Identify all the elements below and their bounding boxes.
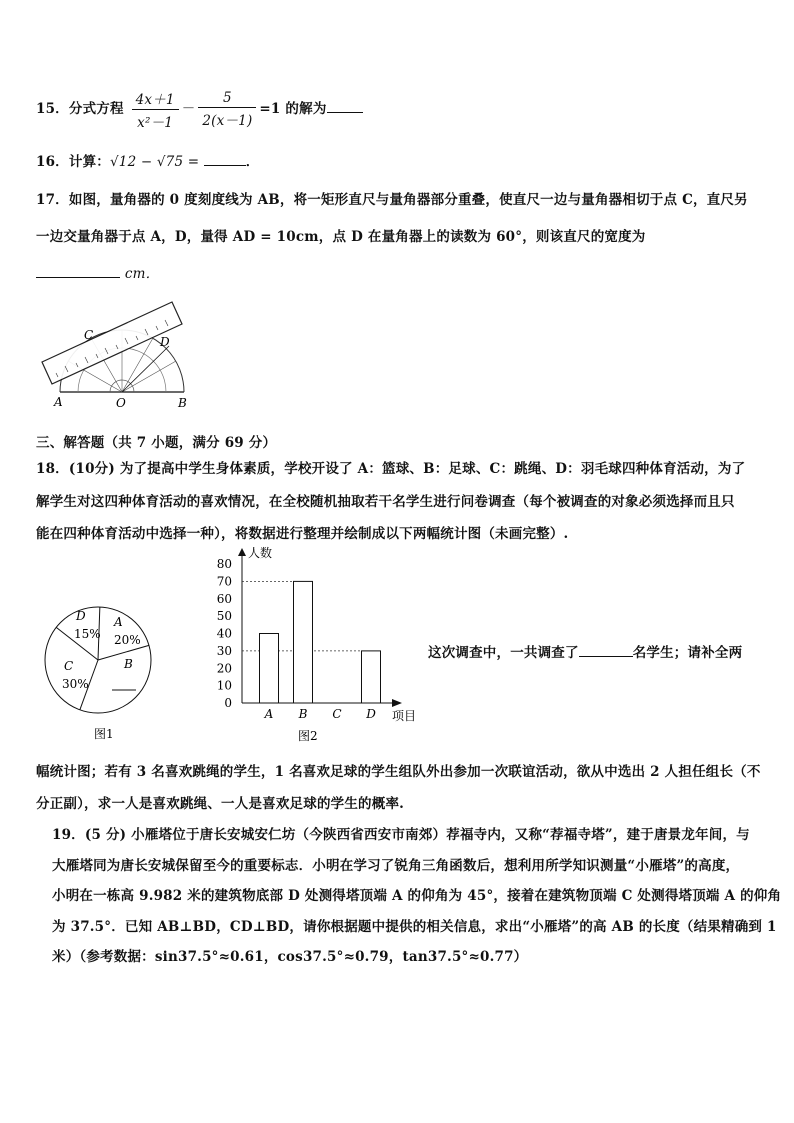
q15-frac1-numerator: 4x＋1 xyxy=(132,88,179,110)
q19-line-2: 大雁塔同为唐长安城保留至今的重要标志．小明在学习了锐角三角函数后，想利用所学知识测量“小雁塔”的高度， xyxy=(52,858,740,874)
q15-minus: － xyxy=(181,101,196,117)
label-d: D xyxy=(160,335,170,349)
pie-label-b: B xyxy=(124,657,133,671)
q19-line-5: 米）（参考数据：sin37.5°≈0.61，cos37.5°≈0.79，tan37.5°≈0.77） xyxy=(52,949,528,965)
pie-slices xyxy=(45,607,151,713)
label-a: A xyxy=(54,395,63,409)
x-tick-b: B xyxy=(298,707,308,721)
pie-pct-c: 30% xyxy=(62,677,89,691)
y-tick-50: 50 xyxy=(216,609,232,624)
y-tick-40: 40 xyxy=(216,626,232,641)
q19-line-3: 小明在一栋高 9.982 米的建筑物底部 D 处测得塔顶端 A 的仰角为 45°，接着在建筑物顶端 C 处测得塔顶端 A 的仰角 xyxy=(52,888,782,904)
q17-line-1: 17．如图，量角器的 0 度刻度线为 AB，将一矩形直尺与量角器部分重叠，使直尺一边与量角器相切于点 C，直尺另 xyxy=(36,192,748,208)
label-o: O xyxy=(116,396,126,410)
pie-label-a: A xyxy=(114,615,123,629)
q16-expression: √12 − √75 = xyxy=(110,154,204,170)
y-tick-0: 0 xyxy=(224,696,232,710)
pie-chart-figure-1 xyxy=(40,592,170,742)
bar-a xyxy=(260,634,279,704)
q15-answer-blank[interactable] xyxy=(327,100,363,113)
bar-xlabel: 项目 xyxy=(392,709,417,723)
x-axis-arrow xyxy=(392,699,402,707)
q18-line-2: 解学生对这四种体育活动的喜欢情况，在全校随机抽取若干名学生进行问卷调查（每个被调查的对象必须选择而且只 xyxy=(36,494,735,510)
q18-total-answer-blank[interactable] xyxy=(579,644,633,657)
x-tick-labels xyxy=(264,707,377,721)
pie-label-c: C xyxy=(64,659,74,673)
bars xyxy=(260,581,381,703)
q18-side-text-b: 名学生；请补全两 xyxy=(632,645,743,661)
bar-ylabel: 人数 xyxy=(248,546,273,560)
label-c: C xyxy=(84,328,94,342)
q15-prefix: 15．分式方程 xyxy=(36,101,124,117)
y-axis-arrow xyxy=(238,548,246,556)
y-tick-70: 70 xyxy=(216,574,232,589)
q15-suffix: =1 的解为 xyxy=(259,101,327,117)
q16-prefix: 16．计算： xyxy=(36,154,110,170)
q15-frac2-denominator: 2(x－1) xyxy=(202,113,253,129)
y-tick-labels xyxy=(217,557,232,710)
q17-protractor-figure xyxy=(38,300,208,412)
pie-label-d: D xyxy=(76,609,86,623)
q18-line-1: 18．(10分) 为了提高中学生身体素质，学校开设了 A：篮球、B：足球、C：跳绳、D：羽毛球四种体育活动，为了 xyxy=(36,461,746,477)
pie-pct-d: 15% xyxy=(74,627,101,641)
q15-fraction-1 xyxy=(132,88,179,131)
q15-frac2-numerator: 5 xyxy=(198,90,256,108)
y-tick-80: 80 xyxy=(216,557,232,571)
q18-line-3: 能在四种体育活动中选择一种），将数据进行整理并绘制成以下两幅统计图（未画完整）. xyxy=(36,526,569,542)
q16-answer-blank[interactable] xyxy=(204,153,246,166)
y-tick-10: 10 xyxy=(216,678,232,693)
bar-b xyxy=(294,581,313,703)
bar-caption: 图2 xyxy=(298,729,318,743)
y-tick-20: 20 xyxy=(216,661,232,676)
bar-d xyxy=(362,651,381,703)
pie-pct-a: 20% xyxy=(114,633,141,647)
x-tick-c: C xyxy=(332,707,342,721)
q19-line-4: 为 37.5°．已知 AB⊥BD，CD⊥BD，请你根据题中提供的相关信息，求出“小雁塔”的高 AB 的长度（结果精确到 1 xyxy=(52,919,777,935)
pie-caption: 图1 xyxy=(94,727,114,741)
bar-chart-figure-2 xyxy=(206,546,426,746)
x-tick-d: D xyxy=(366,707,376,721)
section-3-title: 三、解答题（共 7 小题，满分 69 分） xyxy=(36,435,277,451)
q17-line-2: 一边交量角器于点 A，D，量得 AD = 10cm，点 D 在量角器上的读数为 60°，则该直尺的宽度为 xyxy=(36,229,646,245)
label-b: B xyxy=(178,396,187,410)
q16-end: ． xyxy=(245,154,260,170)
y-tick-30: 30 xyxy=(216,643,232,658)
q17-unit: cm． xyxy=(124,266,160,282)
q15-frac1-denominator: x²－1 xyxy=(137,115,174,131)
y-tick-60: 60 xyxy=(216,591,232,606)
q18-line-4: 幅统计图；若有 3 名喜欢跳绳的学生，1 名喜欢足球的学生组队外出参加一次联谊活动，欲从中选出 2 人担任组长（不 xyxy=(36,764,761,780)
q18-side-text-a: 这次调查中，一共调查了 xyxy=(428,645,579,661)
q19-line-1: 19．(5 分) 小雁塔位于唐长安城安仁坊（今陕西省西安市南郊）荐福寺内，又称“荐福寺塔”，建于唐景龙年间，与 xyxy=(52,827,750,843)
q15-fraction-2 xyxy=(198,90,256,129)
question-15 xyxy=(36,88,363,131)
q18-side-text xyxy=(428,641,742,661)
q17-line-3 xyxy=(36,262,159,282)
q18-line-5: 分正副），求一人是喜欢跳绳、一人是喜欢足球的学生的概率. xyxy=(36,796,405,812)
x-tick-a: A xyxy=(264,707,274,721)
question-16 xyxy=(36,150,259,170)
q17-answer-blank[interactable] xyxy=(36,265,120,278)
